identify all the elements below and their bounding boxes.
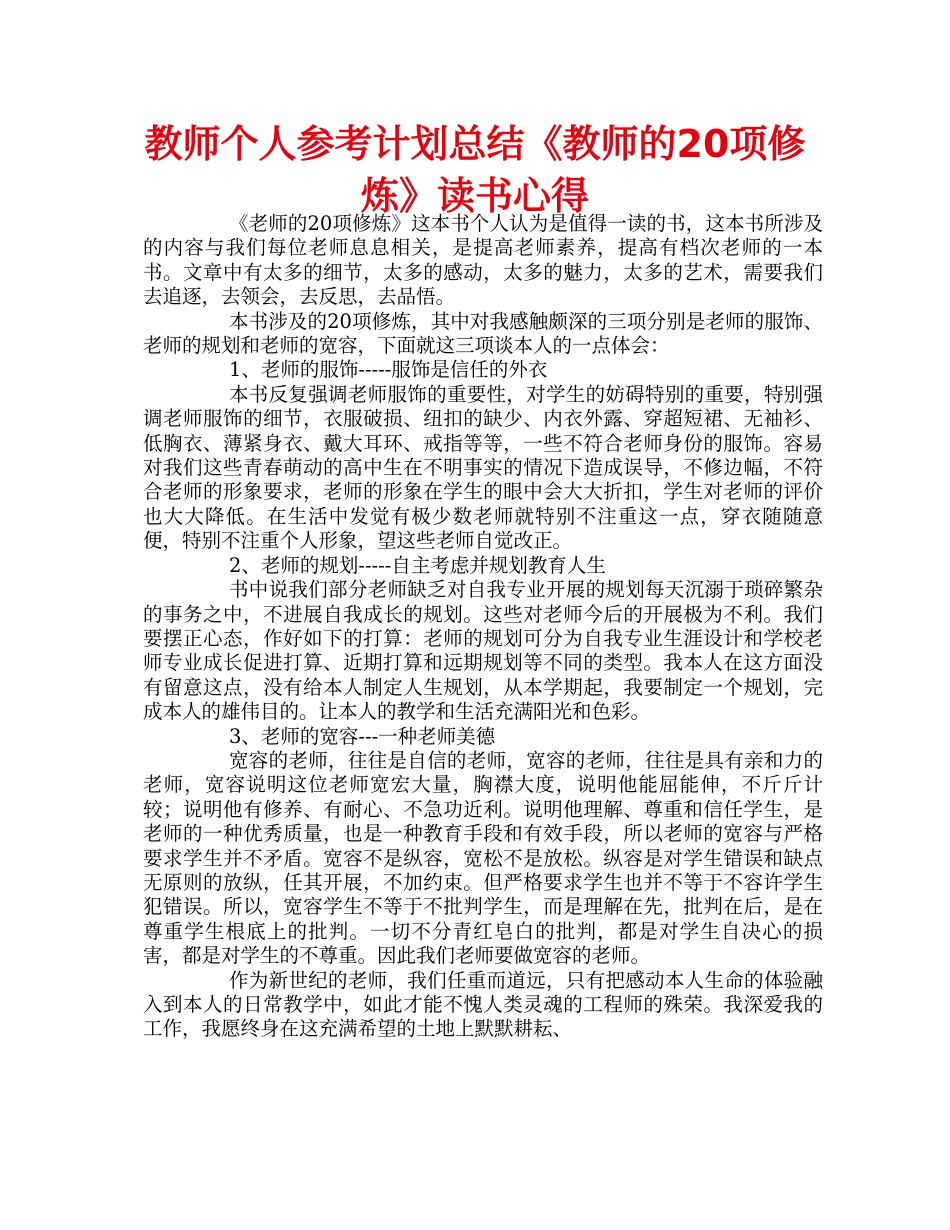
document-title: 教师个人参考计划总结《教师的20项修炼》读书心得 xyxy=(144,122,806,218)
paragraph-planning: 书中说我们部分老师缺乏对自我专业开展的规划每天沉溺于琐碎繁杂的事务之中，不进展自我成长的规划。这些对老师今后的开展极为不利。我们要摆正心态，作好如下的打算：老师的规划可分为自我专业生涯设计和学校老师专业成长促进打算、近期打算和远期规划等不同的类型。我本人在这方面没有留意这点，没有给本人制定人生规划，从本学期起，我要制定一个规划，完成本人的雄伟目的。让本人的教学和生活充满阳光和色彩。 xyxy=(143,578,823,724)
paragraph-overview: 本书涉及的20项修炼，其中对我感触颇深的三项分别是老师的服饰、老师的规划和老师的宽容，下面就这三项谈本人的一点体会： xyxy=(143,309,823,358)
document-body xyxy=(143,212,823,1042)
section-heading-planning: 2、老师的规划-----自主考虑并规划教育人生 xyxy=(229,553,606,577)
section-heading-attire: 1、老师的服饰-----服饰是信任的外衣 xyxy=(229,358,548,382)
paragraph-tolerance: 宽容的老师，往往是自信的老师，宽容的老师，往往是具有亲和力的老师，宽容说明这位老师宽宏大量，胸襟大度，说明他能屈能伸，不斤斤计较；说明他有修养、有耐心、不急功近利。说明他理解、尊重和信任学生，是老师的一种优秀质量，也是一种教育手段和有效手段，所以老师的宽容与严格要求学生并不矛盾。宽容不是纵容，宽松不是放松。纵容是对学生错误和缺点无原则的放纵，任其开展，不加约束。但严格要求学生也并不等于不容许学生犯错误。所以，宽容学生不等于不批判学生，而是理解在先，批判在后，是在尊重学生根底上的批判。一切不分青红皂白的批判，都是对学生自决心的损害，都是对学生的不尊重。因此我们老师要做宽容的老师。 xyxy=(143,748,823,968)
paragraph-intro: 《老师的20项修炼》这本书个人认为是值得一读的书，这本书所涉及的内容与我们每位老师息息相关，是提高老师素养，提高有档次老师的一本书。文章中有太多的细节，太多的感动，太多的魅力，太多的艺术，需要我们去追逐，去领会，去反思，去品悟。 xyxy=(143,212,823,309)
section-heading-tolerance: 3、老师的宽容---一种老师美德 xyxy=(229,724,496,748)
paragraph-attire: 本书反复强调老师服饰的重要性，对学生的妨碍特别的重要，特别强调老师服饰的细节，衣服破损、纽扣的缺少、内衣外露、穿超短裙、无袖衫、低胸衣、薄紧身衣、戴大耳环、戒指等等，一些不符合老师身份的服饰。容易对我们这些青春萌动的高中生在不明事实的情况下造成误导，不修边幅，不符合老师的形象要求，老师的形象在学生的眼中会大大折扣，学生对老师的评价也大大降低。在生活中发觉有极少数老师就特别不注重这一点，穿衣随随意便，特别不注重个人形象，望这些老师自觉改正。 xyxy=(143,382,823,553)
paragraph-conclusion: 作为新世纪的老师，我们任重而道远，只有把感动本人生命的体验融入到本人的日常教学中，如此才能不愧人类灵魂的工程师的殊荣。我深爱我的工作，我愿终身在这充满希望的土地上默默耕耘、 xyxy=(143,968,823,1041)
